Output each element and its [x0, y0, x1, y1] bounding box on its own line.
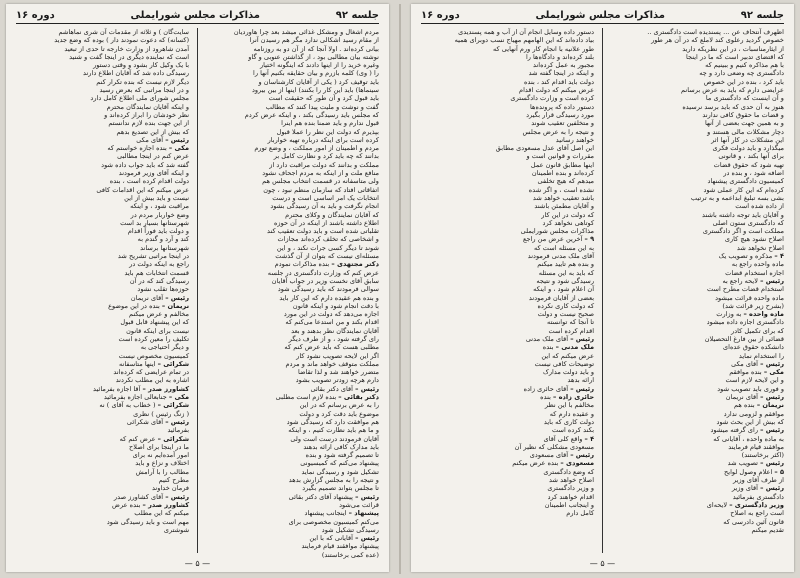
text-line: رئیس – آقای دکتر بقائی [310, 384, 379, 393]
text-line: قسمت انتخابات هم باید [124, 268, 190, 277]
text-line: عرایضی دارم که باید به عرض برسانم [680, 86, 784, 95]
text-line: مسعودی – بنده عرض میکنم [512, 459, 595, 468]
text-line: عرض میکنم که این اقدامات کافی [96, 185, 190, 194]
text-line: را استخدام نماید [738, 351, 784, 360]
text-line: که بیش از این بحث شود [716, 417, 784, 426]
right-page-columns [421, 28, 784, 553]
text-line: کشاورز صدر – آقا اجازه بفرمائید [93, 384, 190, 393]
text-line: ماده واحده – به وزارت [716, 310, 784, 319]
text-line: ۴ – مذکره و تصویب یک [718, 252, 784, 261]
text-line: و نتیجه را به عرض مجلس [522, 127, 595, 136]
text-line: آقایان فرمودند درست است ولی [290, 434, 379, 443]
text-line: مکی – بنده موافقم [729, 368, 784, 377]
text-line: دکتر بقائی – بنده لازم است مطلبی [275, 393, 379, 402]
text-line: و اینکه آقای وزیر فرمودند [118, 169, 190, 178]
column-divider [602, 28, 603, 553]
text-line: عرض کنم در اینجا مطالبی [117, 152, 190, 161]
text-line: آقایان نمایندگان نظر بدهند و بعد [291, 326, 379, 335]
text-line: شهرستانها بسیار بد است [120, 218, 190, 227]
text-line: ۴ – واقع کلی آقای [543, 434, 595, 443]
text-line: اگر این لایحه تصویب نشود کار [296, 351, 379, 360]
text-line: فرمان خداوند [151, 484, 190, 493]
text-line: عرض کنم که وزارت دادگستری در جلسه [267, 268, 379, 277]
text-line: موافقند قیام فرمایند [728, 442, 784, 451]
text-line: برای آنها بکند ، و قانونی [718, 152, 784, 161]
text-line: رئیس – آقای کشاورز صدر [113, 492, 190, 501]
text-line: از مقام رسید اشکالی ندارد مگر هم رسیدن آنرا [249, 36, 379, 45]
text-line: اتفاقاتی افتاد که سازمان منظم نبود ، چون [263, 185, 379, 194]
text-line: میدهم که هیچ تخلفی [537, 177, 595, 186]
text-line: مورد رسیدگی قرار بگیرد [526, 110, 595, 119]
text-line: کوتاهی نخواهد کرد [542, 218, 595, 227]
text-line: باید توقیف کرد ( یکی از آقایان کارشناسان و [258, 77, 379, 86]
text-line: که باید به این مسئله [538, 268, 595, 277]
text-line: که دادگستری ستون اصلی [712, 218, 784, 227]
text-line: ما در اینجا برای اصلاح [129, 442, 190, 451]
text-line: و در اینجا مراتبی که بعرض رسید [99, 86, 190, 95]
text-line: بعضی از آقایان فرمودند [528, 293, 595, 302]
column-divider [197, 28, 198, 553]
text-line: رای گرفته شود ، و از طرف دیگر [288, 334, 379, 343]
text-line: اطلاع داشته باشند از اینکه در آن حوزه [273, 218, 379, 227]
left-page-header [16, 10, 379, 24]
text-line: رئیس – آقای مکی [136, 135, 190, 144]
text-line: رئیس – پیشنهاد آقای دکتر بقائی [288, 492, 379, 501]
text-line: مردم و اطمینان از امور مملکت ، و وضع تورم [254, 144, 379, 153]
text-line: اقدام کرده است [548, 326, 595, 335]
text-line: شکرائی – ( خطاب به آقای ) نه [99, 401, 190, 410]
text-line: قانون آئین دادرسی که [723, 517, 784, 526]
text-line: راجع به اینکه دولت در [129, 260, 190, 269]
text-line: قضائی از بین فارغ التحصیلان [704, 334, 784, 343]
text-line: سابق آقای نخست وزیر در جواب آقایان [271, 276, 379, 285]
text-line: دستور داده وسایل انجام آن از آب و همه پسندیدی [458, 28, 595, 36]
text-line: است که نماینده دیگری در اینجا گفت و شنید [69, 52, 190, 61]
text-line: رئیس – تصویب شد [727, 459, 784, 468]
text-line: شکرائی – اینها متاسفانه [119, 359, 190, 368]
text-line: دیگر لازم نیست که بنده تکرار کنم [96, 77, 190, 86]
text-line: کرده‌اند و بنده اطمینان [531, 169, 595, 178]
text-line: کند و آرد و گندم به [137, 235, 190, 244]
text-line: و قضات ما حقوق کافی ندارند [702, 110, 784, 119]
text-line: رئیس – آقای شکرائی [126, 417, 190, 426]
text-line: مسئله‌ای نیست که بتوان از آن گذشت [275, 252, 379, 261]
text-line: که اقتضای تدبیر است که ما در اینجا [685, 52, 784, 61]
text-line: بکند کرده است [551, 426, 595, 435]
text-line: نیست و باید بیش از این [124, 193, 190, 202]
text-line: و باید دولت مدارک [542, 368, 595, 377]
text-line: و دیگر احتیاجی به [140, 343, 190, 352]
right-page-session: جلسه ۹۲ [740, 10, 784, 21]
text-line: ۹ – آخرین عرض من راجع [522, 235, 595, 244]
text-line: اصلاح نخواهد شد [736, 243, 784, 252]
text-line: تا آنجا که توانسته [547, 318, 595, 327]
text-line: و نتیجه را به مجلس گزارش بدهد [288, 476, 379, 485]
left-page-column-right [206, 28, 379, 559]
text-line: سایت‌گان ) و ثلاثه از مقدمات آن شری نماهاشم [58, 28, 190, 36]
text-line: (اکثر برخاستند) [741, 451, 784, 460]
text-line: در اینجا مراتبی تشریح شد [117, 252, 190, 261]
text-line: دولت باید اقدام کند ، بنده [524, 77, 595, 86]
text-line: رئیس – آقای نریمان [130, 293, 190, 302]
text-line: حائری زاده – بنده [540, 393, 595, 402]
text-line: کرده است و وزارت دادگستری [510, 94, 595, 103]
text-line: با هم مذاکره کنیم و ببینیم که [705, 61, 784, 70]
text-line: و بنده هم عقیده دارم که این کار باید [279, 293, 379, 302]
text-line: باشد تعقیب خواهد شد [532, 193, 595, 202]
text-line: ماده واحده راجع به [731, 260, 784, 269]
text-line: نریمان – بنده هم [734, 401, 784, 410]
right-page-title: مذاکرات مجلس شورایملی [535, 10, 665, 21]
text-line: مخالفم و عرض میکنم [129, 310, 190, 319]
text-line: و متخلفین تعقیب شوند [531, 119, 595, 128]
text-line: اشاره به این مطلب نکردند [115, 376, 190, 385]
text-line: رئیس – آقای حائری زاده [523, 384, 595, 393]
text-line: بدانند که چه باید کرد و نظارت کامل بر [273, 152, 379, 161]
text-line: بیانی کرده‌اند . اولا آنجا که از آن دو به روزنامه [253, 44, 379, 53]
text-line: با دقت انجام شود و اینکه قانون [292, 301, 379, 310]
text-line: اضافه شود ، و بنده در [723, 169, 784, 178]
text-line: مراقبت شود ، و اینکه [130, 202, 190, 211]
text-line: بپذیرم که دولت این نظر را عملا قبول [276, 127, 379, 136]
text-line: گفته شد که باید جواب داده شود [101, 160, 190, 169]
left-page [6, 4, 389, 572]
text-line: نظر خودشان را ابراز کرده‌اند و [104, 110, 190, 119]
text-line: رسیدگی داده شد که آقایان اطلاع دارند [83, 69, 190, 78]
text-line: استخدام قضات مطرح است [706, 285, 784, 294]
text-line: اجازه می‌دهد که دولت در این مورد [283, 310, 379, 319]
text-line: متضرر خواهند شد و لذا تقاضا [297, 368, 379, 377]
text-line: از داده شده است [735, 202, 784, 211]
right-page-footer: — ۵ — [589, 559, 616, 568]
text-line: بلند کرده‌اند و دادگاه‌ها را [525, 52, 595, 61]
text-line: رسیدگی تشکیل شود [321, 525, 379, 534]
text-line: موافقم و لزومی ندارد [723, 409, 784, 418]
text-line: رسیدگی شود و نتیجه [536, 276, 595, 285]
text-line: نوشته بیان مطالبی بود ، از گذاشتن عنوبی و گاو [248, 52, 379, 61]
text-line: انتخابات یک امر اساسی است و درست [272, 193, 379, 202]
text-line: هم موافقت دارد که رسیدگی شود [286, 417, 379, 426]
text-line: آن اعلام شود ، و اینکه [533, 285, 595, 294]
text-line: مهم است و باید رسیدگی شود [106, 517, 190, 526]
text-line: پیشنهاد موافقند قیام فرمایند [301, 542, 379, 551]
text-line: باید کرد ، بنده در این خصوص [703, 77, 784, 86]
text-line: این اصل آقای عدل مسعودی مطابق [495, 144, 595, 153]
text-line: مطرح کنیم [158, 476, 190, 485]
text-line: را ( وی) کلمه بازرم و بیان حقایقه بکنیم آنها را [253, 69, 379, 78]
text-line: ولی متاسفانه در قسمت انتخاب مجلس هم [262, 177, 379, 186]
text-line: که وضع دادگستری [543, 467, 595, 476]
text-line: خصوص گردید رعلوی کند لاملع که در آن هر طور [651, 36, 784, 45]
text-line: این مشکلات در کار آنها اثر [711, 135, 784, 144]
text-line: دستور داده که پرونده‌ها [530, 102, 595, 111]
text-line: که مجلس باید رسیدگی بکند ، و اینکه عرض کردم [244, 110, 379, 119]
text-line: و اینکه آقایان نمایندگان محترم [106, 102, 190, 111]
text-line: و بنده هم تایید میکنم [537, 260, 595, 269]
right-page-column-left [421, 28, 594, 553]
right-page [411, 4, 794, 572]
text-line: و این لایحه لازم است [725, 376, 784, 385]
text-line: دارم هرچه زودتر تصویب بشود [295, 376, 379, 385]
text-line: مسعودی مشکلی که نظیر آن [514, 442, 595, 451]
text-line: بشی بسه تبلیغ ابداعمه و به ترتیب [690, 193, 784, 202]
text-line: و اینکه در اینجا گفته شد [528, 69, 595, 78]
left-page-title: مذاکرات مجلس شورایملی [130, 10, 260, 21]
text-line: است راجع به اصلاح [730, 509, 784, 518]
text-line: دولت کاری که باید [543, 417, 595, 426]
text-line: موضوع باید دقت کرد و دولت [299, 409, 379, 418]
text-line: مجبور به عمل کرده‌اند [533, 61, 595, 70]
text-line: با یک وکیل کار بشود و وقتی دستور [93, 61, 190, 70]
text-line: رئیس – آقای وزیر [731, 484, 784, 493]
text-line: دولت اقدام کرده است ، بنده [109, 177, 190, 186]
text-line: رسیدگی کند که در آن [129, 276, 190, 285]
text-line: رئیس – آقای مکی [731, 359, 784, 368]
text-line: و عقیده دارم که [549, 409, 595, 418]
text-line: سوالی فرمودند که باید رسیدگی شود [277, 285, 379, 294]
text-line: نیست برای اینکه قانون [126, 326, 190, 335]
text-line: قرائت می‌شود [339, 500, 379, 509]
text-line: تشکیل شود و رسیدگی نماید [301, 467, 379, 476]
text-line: آقای ملک مدنی فرمودند [527, 252, 595, 261]
left-page-columns [16, 28, 379, 559]
text-line: مردم اشغال و ومشکل غذائی میشد بعد چرا هاوردیان [233, 28, 379, 36]
text-line: و وزیر دادگستری [547, 484, 595, 493]
text-line: دچار مشکلات مالی هستند و [707, 127, 784, 136]
text-line: مطالب را با آرامش [135, 467, 190, 476]
text-line: رئیس – لایحه راجع به [722, 276, 784, 285]
text-line: که بیش از این تصدیع بدهم [116, 127, 190, 136]
text-line: که برای تکمیل کادر [731, 326, 784, 335]
text-line: مملکت است و اگر دادگستری [702, 227, 784, 236]
text-line: و به همین جهت بعضی از آنها [705, 119, 784, 128]
text-line: وغیره خرید را از اینها دادند که اینگونه اختیار [259, 61, 379, 70]
text-line: حوزه‌ها تقلب نشود [137, 285, 190, 294]
text-line: باید مدارک کافی ارائه بدهند [303, 442, 379, 451]
text-line: صحیح نیست و دولت [537, 310, 595, 319]
text-line: تقلباتی شده است و باید دولت تعقیب کند [267, 227, 379, 236]
text-line: رئیس – آقایانی که با این [309, 534, 379, 543]
text-line: که این پیشنهاد قابل قبول [120, 318, 190, 327]
text-line: سینماها) باید این کار را بکنند) اینها از بین بیرود [251, 86, 379, 95]
text-line: قبول ندارم و باید ضمنا بنده هم اینرا [281, 119, 379, 128]
text-line: می‌کنم کمیسیون مخصوصی برای [288, 517, 379, 526]
text-line: هنوز به آن حدی که باید برسد نرسیده [682, 102, 784, 111]
text-line: طور علانیه با انجام کار ورم آنهایی که [492, 44, 595, 53]
text-line: و اینجانب اطمینان [544, 500, 595, 509]
text-line: دکتر مجتهدی – بنده مذاکرات نمودم [274, 260, 379, 269]
text-line: رئیس – رای گرفته میشود [710, 426, 784, 435]
text-line: اینها مطابق قانون عمل [530, 160, 595, 169]
text-line: منافع ملت و از اینکه به مردم اجحاف نشود [262, 169, 379, 178]
text-line: مکی – جنابعالی اجازه بفرمائید [103, 393, 190, 402]
text-line: را به عرض برسانم که در این [299, 401, 379, 410]
text-line: و آقایان باید توجه داشته باشند [702, 210, 784, 219]
text-line: مطلبی هست که باید عرض کنم که [284, 343, 379, 352]
text-line: شکرائی – عرض کنم که [119, 434, 190, 443]
text-line: اظهرف آنتحاف عن ... پسندیده است دادگستری .. [647, 28, 784, 36]
text-line: رئیس – آقای نریمان [725, 393, 784, 402]
text-line: کامل دارم [566, 509, 595, 518]
text-line: اختلاف و نزاع و باید [135, 459, 190, 468]
text-line: و دولت باید فوراً اقدام [127, 227, 190, 236]
text-line: و آن اینست که دادگستری ما [705, 94, 784, 103]
text-line: ( زنگ رئیس ) نظری [133, 409, 190, 418]
text-line: کمیسیون دادگستری پیشنهاد [707, 177, 784, 186]
text-line: وضع خواربار مردم در [130, 210, 190, 219]
text-line: ۵ – اعلام وصول لوایح [723, 467, 784, 476]
text-line: تکلیف را معین کرده است [118, 334, 190, 343]
left-page-footer: — ۵ — [184, 559, 211, 568]
text-line: اقدام بکند و من استدعا می‌کنم که [285, 318, 379, 327]
text-line: به این مسئله است که [534, 243, 595, 252]
text-line: اقدام خواهند کرد [547, 492, 595, 501]
text-line: ماده واحده قرائت میشود [715, 293, 784, 302]
text-line: (کسانه) که دعوت نمودند دار ) بوده که وضع جدید [54, 36, 190, 45]
text-line: که دولت در این کار [541, 210, 595, 219]
text-line: از ایثارمناسبات ، در این نظریکه دارید [682, 44, 784, 53]
text-line: شوشتری [163, 525, 190, 534]
text-line: میگذارد و باید دولت فکری [712, 144, 784, 153]
right-page-term: دوره ۱۶ [421, 10, 460, 21]
text-line: اجازه استخدام قضات [725, 268, 784, 277]
book-gutter [399, 4, 401, 574]
text-line: پیشنهاد می‌کنم که کمیسیونی [300, 459, 379, 468]
text-line: شوند تا دیگر کسی جرات نکند ، و این [276, 243, 379, 252]
text-line: مذاکرات مجلس شورایملی [520, 227, 595, 236]
text-line: دادگستری اجازه داده میشود [706, 318, 784, 327]
text-line: امور آمده‌ایم نه برای [132, 451, 190, 460]
text-line: تهیه شود که حقوق قضات [713, 160, 784, 169]
text-line: دادگستری بفرمائید [732, 492, 784, 501]
text-line: تا تصمیم گرفته شود و بنده [305, 451, 379, 460]
text-line: کمیسیون مخصوص نیست [118, 351, 190, 360]
text-line: پیشنهاد – اینجانب پیشنهاد [304, 509, 379, 518]
text-line: اصلاح خواهد شد [549, 476, 595, 485]
text-line: توضیحات کافی نیست [534, 359, 595, 368]
text-line: مخالفم با این نظر [544, 401, 595, 410]
left-page-term: دوره ۱۶ [16, 10, 55, 21]
left-page-column-left [16, 28, 189, 553]
text-line: باید قبول کرد و آن طور که حقیقت است [268, 94, 379, 103]
text-line: شهرستانها برساند [140, 243, 190, 252]
text-line: وزیر دادگستری – لایحه‌ای [706, 500, 784, 509]
text-line: خواهند رسانید [555, 135, 595, 144]
text-line: مجلس شورای ملی اطلاع کامل دارد [90, 94, 190, 103]
text-line: نریمان – بنده در این موضوع [108, 301, 190, 310]
text-line: گفت و نوشت و ملیت پیدا کنند که مطالب [265, 102, 379, 111]
right-page-column-right [611, 28, 784, 553]
text-line: و ما هم باید نظارت کنیم ، و اینکه [288, 426, 379, 435]
text-line: تا مجلس بتواند تصمیم بگیرد [302, 484, 379, 493]
text-line: دادگستری چه وضعی دارد و چه [699, 69, 784, 78]
text-line: مملکت و بدانند که دولت مراقبت دارد از [269, 160, 379, 169]
text-line: عرض میکنم که این [541, 351, 595, 360]
right-page-header [421, 10, 784, 24]
text-line: میکنم که این مطلب [134, 509, 190, 518]
text-line: از طرف آقای وزیر [732, 476, 784, 485]
text-line: تقدیم میکنم [751, 525, 784, 534]
text-line: (عده کمی برخاستند) [321, 550, 379, 559]
text-line: کرده است برای اینکه درباره تهیه خواربار [267, 135, 379, 144]
text-line: ارائه بدهد [567, 376, 595, 385]
text-line: اصلاح نشود هیچ کاری [724, 235, 784, 244]
text-line: نشده است ، و اگر شده [528, 185, 595, 194]
text-line: آمدن شاهرود از وزارت خارجه تا حدی از تبعید [64, 44, 190, 53]
text-line: مکی – بنده اجازه خواستم که [107, 144, 190, 153]
text-line: به ماده واحده ، آقایانی که [713, 434, 784, 443]
text-line: که آقایان نمایندگان و وکلای محترم [285, 210, 379, 219]
text-line: رئیس – آقای مسعودی [529, 451, 595, 460]
text-line: در تمام عرایضی که کرده‌اند [113, 368, 190, 377]
text-line: مقررات و قوانین است و [526, 152, 595, 161]
left-page-session: جلسه ۹۲ [335, 10, 379, 21]
text-line: کرده‌ام که این کار عملی شود [703, 185, 784, 194]
text-line: (بشرح زیر قرائت شد) [722, 301, 784, 310]
text-line: از این جهت بنده لازم ندانستم [108, 119, 190, 128]
text-line: ملک مدنی – بنده [542, 343, 595, 352]
text-line: دانشکده حقوق عده‌ای [722, 343, 784, 352]
text-line: بیاد داده‌اند که این الهامهم مهیاج نسب دوبرای همیه [454, 36, 595, 45]
text-line: کشاورز صدر – بنده عرض [112, 500, 190, 509]
text-line: و فوری باید تصویب شود [717, 384, 784, 393]
text-line: که دولت کاری نکرده [537, 301, 595, 310]
text-line: رئیس – آقای ملک مدنی [525, 334, 595, 343]
text-line: انجام نگرفت و باید به آن رسیدگی بشود [270, 202, 379, 211]
text-line: مملکت متوقف خواهد ماند و مردم [285, 359, 379, 368]
text-line: و اشخاصی که تخلف کرده‌اند مجازات [277, 235, 379, 244]
text-line: عرض میکنم که دولت اقدام [518, 86, 595, 95]
text-line: بفرمائید [167, 426, 190, 435]
text-line: و آقایان مطمئن باشند [534, 202, 595, 211]
